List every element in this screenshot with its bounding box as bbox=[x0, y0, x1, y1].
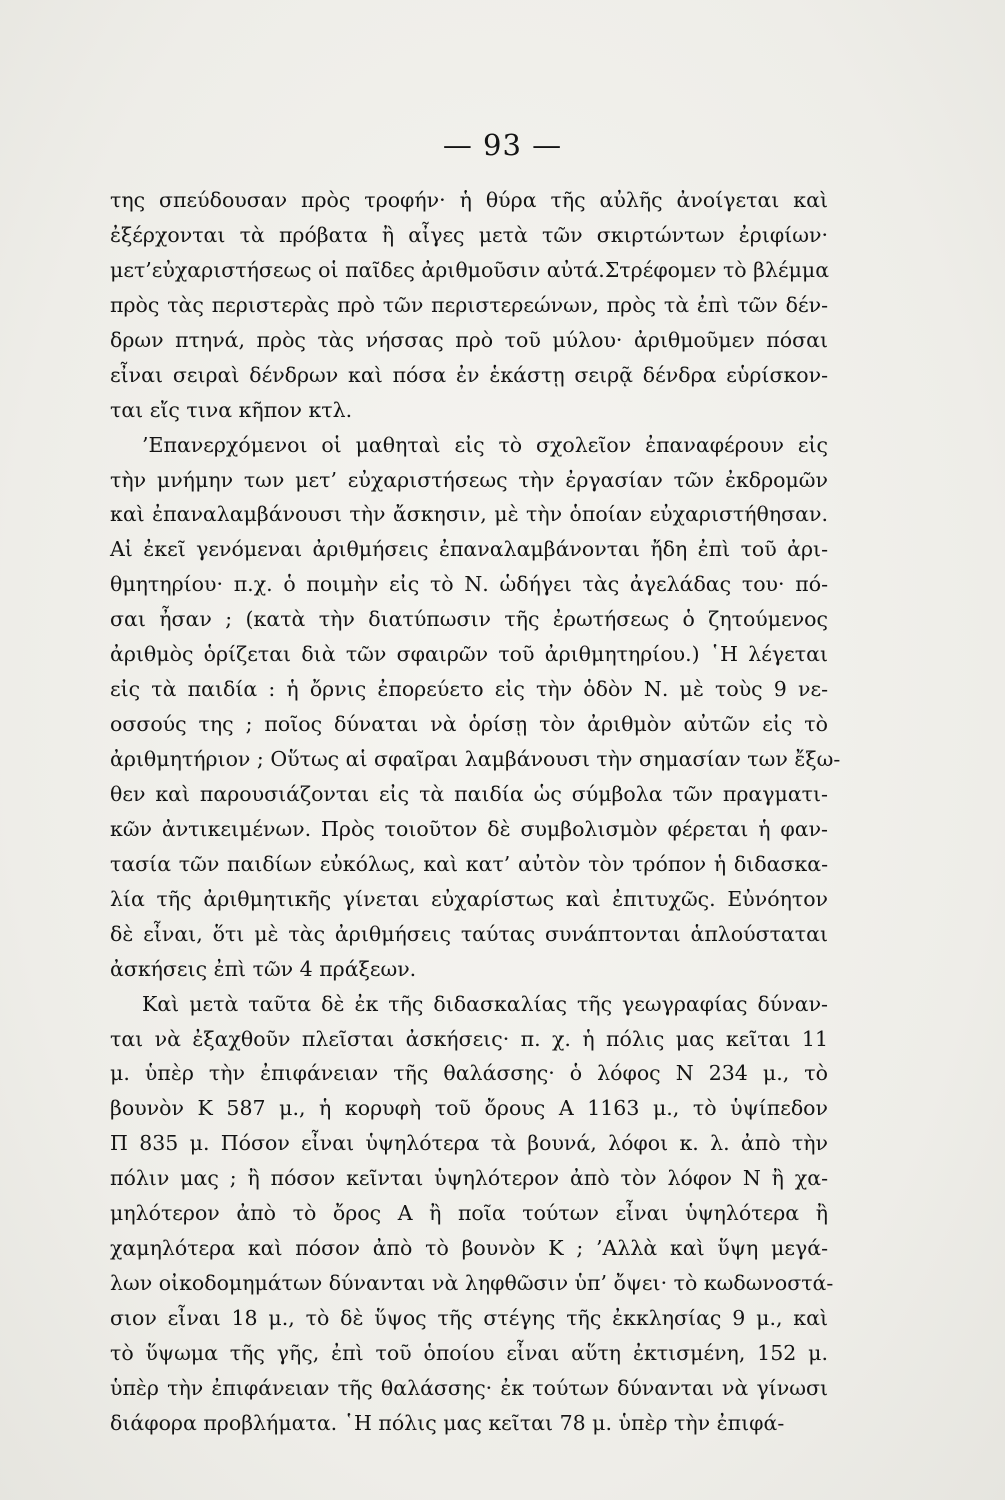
text-line: δρων πτηνά, πρὸς τὰς νήσσας πρὸ τοῦ μύλου· ἀριθμοῦμεν πόσαι bbox=[110, 327, 828, 352]
text-line: ἐξέρχονται τὰ πρόβατα ἢ αἶγες μετὰ τῶν σκιρτώντων ἐριφίων· bbox=[110, 222, 828, 247]
text-line: μ. ὑπὲρ τὴν ἐπιφάνειαν τῆς θαλάσσης· ὁ λόφος Ν 234 μ., τὸ bbox=[110, 1061, 828, 1086]
page-number: — 93 — bbox=[442, 128, 563, 162]
text-line: βουνὸν Κ 587 μ., ἡ κορυφὴ τοῦ ὄρους Α 1163 μ., τὸ ὑψίπεδον bbox=[110, 1096, 828, 1121]
paragraph bbox=[110, 183, 828, 428]
paragraph bbox=[110, 987, 834, 1441]
text-line: θεν καὶ παρουσιάζονται εἰς τὰ παιδία ὡς σύμβολα τῶν πραγματι- bbox=[110, 781, 828, 806]
text-line: κῶν ἀντικειμένων. Πρὸς τοιοῦτον δὲ συμβολισμὸν φέρεται ἡ φαν- bbox=[110, 816, 828, 841]
text-line: πόλιν μας ; ἢ πόσον κεῖνται ὑψηλότερον ἀπὸ τὸν λόφον Ν ἢ χα- bbox=[110, 1166, 828, 1191]
text-line: λία τῆς ἀριθμητικῆς γίνεται εὐχαρίστως καὶ ἐπιτυχῶς. Εὐνόητον bbox=[110, 886, 828, 911]
text-line: μηλότερον ἀπὸ τὸ ὄρος Α ἢ ποῖα τούτων εἶναι ὑψηλότερα ἢ bbox=[110, 1201, 828, 1226]
text-line: Καὶ μετὰ ταῦτα δὲ ἐκ τῆς διδασκαλίας τῆς γεωγραφίας δύναν- bbox=[142, 991, 828, 1016]
text-line: χαμηλότερα καὶ πόσον ἀπὸ τὸ βουνὸν Κ ; ’Αλλὰ καὶ ὕψη μεγά- bbox=[110, 1236, 828, 1261]
text-line: δὲ εἶναι, ὅτι μὲ τὰς ἀριθμήσεις ταύτας συνάπτονται ἁπλούσταται bbox=[110, 921, 828, 946]
paragraph bbox=[110, 428, 841, 987]
text-line: Αἱ ἐκεῖ γενόμεναι ἀριθμήσεις ἐπαναλαμβάνονται ἤδη ἐπὶ τοῦ ἀρι- bbox=[110, 537, 828, 562]
text-line: τὸ ὕψωμα τῆς γῆς, ἐπὶ τοῦ ὁποίου εἶναι αὕτη ἐκτισμένη, 152 μ. bbox=[110, 1340, 828, 1365]
text-line: τασία τῶν παιδίων εὐκόλως, καὶ κατ’ αὐτὸν τὸν τρόπον ἡ διδασκα- bbox=[110, 851, 828, 876]
text-line: οσσούς της ; ποῖος δύναται νὰ ὁρίσῃ τὸν ἀριθμὸν αὐτῶν εἰς τὸ bbox=[110, 712, 828, 737]
text-line: ται νὰ ἐξαχθοῦν πλεῖσται ἀσκήσεις· π. χ. ἡ πόλις μας κεῖται 11 bbox=[110, 1026, 828, 1051]
text-line: ται εἴς τινα κῆπον κτλ. bbox=[110, 397, 353, 422]
text-line: τὴν μνήμην των μετ’ εὐχαριστήσεως τὴν ἐργασίαν τῶν ἐκδρομῶν bbox=[110, 467, 828, 492]
text-line: καὶ ἐπαναλαμβάνουσι τὴν ἄσκησιν, μὲ τὴν ὁποίαν εὐχαριστήθησαν. bbox=[110, 502, 828, 527]
text-line: της σπεύδουσαν πρὸς τροφήν· ἡ θύρα τῆς αὐλῆς ἀνοίγεται καὶ bbox=[110, 188, 828, 212]
body-text bbox=[110, 183, 841, 1441]
text-line: διάφορα προβλήματα. ῾Η πόλις μας κεῖται 78 μ. ὑπὲρ τὴν ἐπιφά- bbox=[110, 1410, 785, 1435]
text-line: ’Επανερχόμενοι οἱ μαθηταὶ εἰς τὸ σχολεῖον ἐπαναφέρουν εἰς bbox=[142, 432, 828, 457]
text-line: θμητηρίου· π.χ. ὁ ποιμὴν εἰς τὸ Ν. ὡδήγει τὰς ἀγελάδας του· πό- bbox=[110, 572, 828, 597]
text-line: μετ’εὐχαριστήσεως οἱ παῖδες ἀριθμοῦσιν αὐτά.Στρέφομεν τὸ βλέμμα bbox=[110, 257, 830, 282]
text-line: ἀριθμὸς ὁρίζεται διὰ τῶν σφαιρῶν τοῦ ἀριθμητηρίου.) ῾Η λέγεται bbox=[110, 642, 828, 667]
text-line: ἀριθμητήριον ; Οὕτως αἱ σφαῖραι λαμβάνουσι τὴν σημασίαν των ἔξω- bbox=[110, 747, 841, 771]
text-line: Π 835 μ. Πόσον εἶναι ὑψηλότερα τὰ βουνά, λόφοι κ. λ. ἀπὸ τὴν bbox=[110, 1131, 828, 1156]
text-line: λων οἰκοδομημάτων δύνανται νὰ ληφθῶσιν ὑπ’ ὄψει· τὸ κωδωνοστά- bbox=[110, 1271, 834, 1296]
text-line: εἰς τὰ παιδία : ἡ ὄρνις ἐπορεύετο εἰς τὴν ὁδὸν Ν. μὲ τοὺς 9 νε- bbox=[110, 677, 828, 702]
text-line: πρὸς τὰς περιστερὰς πρὸ τῶν περιστερεώνων, πρὸς τὰ ἐπὶ τῶν δέν- bbox=[110, 292, 828, 317]
text-line: σιον εἶναι 18 μ., τὸ δὲ ὕψος τῆς στέγης τῆς ἐκκλησίας 9 μ., καὶ bbox=[110, 1306, 828, 1330]
text-line: ὑπὲρ τὴν ἐπιφάνειαν τῆς θαλάσσης· ἐκ τούτων δύνανται νὰ γίνωσι bbox=[110, 1375, 828, 1400]
text-line: εἶναι σειραὶ δένδρων καὶ πόσα ἐν ἑκάστῃ σειρᾷ δένδρα εὑρίσκον- bbox=[110, 362, 828, 387]
text-line: σαι ἦσαν ; (κατὰ τὴν διατύπωσιν τῆς ἐρωτήσεως ὁ ζητούμενος bbox=[110, 607, 828, 632]
text-line: ἀσκήσεις ἐπὶ τῶν 4 πράξεων. bbox=[110, 956, 417, 981]
